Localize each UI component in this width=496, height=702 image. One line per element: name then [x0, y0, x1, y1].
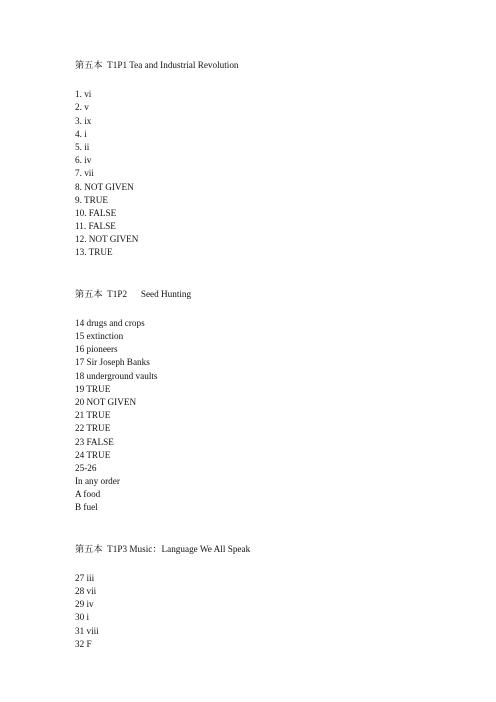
section-title: 第五本 T1P3 Music：Language We All Speak [75, 543, 251, 554]
answer-line: 17 Sir Joseph Banks [75, 357, 150, 368]
answer-line: 22 TRUE [75, 423, 111, 434]
answer-line: 4. i [75, 128, 87, 139]
answer-line: 15 extinction [75, 331, 124, 342]
answer-line: 21 TRUE [75, 410, 111, 421]
answer-line: 30 i [75, 612, 90, 623]
answer-list [75, 88, 475, 259]
answer-line: 23 FALSE [75, 436, 114, 447]
answer-line: 32 F [75, 638, 92, 649]
answer-line: 2. v [75, 102, 89, 113]
answer-line: 16 pioneers [75, 344, 118, 355]
answer-key-document [75, 59, 475, 679]
section-title: 第五本 T1P2 Seed Hunting [75, 288, 192, 299]
section-t1p1 [75, 59, 475, 260]
section-t1p2 [75, 288, 475, 515]
answer-line: 6. iv [75, 155, 92, 166]
section-t1p3 [75, 543, 475, 651]
answer-line: 11. FALSE [75, 221, 116, 232]
answer-line: 13. TRUE [75, 247, 113, 258]
answer-line: 1. vi [75, 89, 92, 100]
answer-line: 24 TRUE [75, 449, 111, 460]
answer-line: A food [75, 489, 101, 500]
answer-line: 5. ii [75, 141, 90, 152]
answer-line: 14 drugs and crops [75, 317, 145, 328]
answer-line: 19 TRUE [75, 383, 111, 394]
answer-line: In any order [75, 476, 120, 487]
answer-list [75, 572, 475, 651]
answer-line: 9. TRUE [75, 194, 109, 205]
answer-line: 28 vii [75, 586, 97, 597]
answer-line: 25-26 [75, 462, 97, 473]
answer-line: 31 viii [75, 625, 99, 636]
answer-line: 27 iii [75, 572, 95, 583]
section-title: 第五本 T1P1 Tea and Industrial Revolution [75, 60, 239, 70]
answer-line: 8. NOT GIVEN [75, 181, 134, 192]
answer-line: 20 NOT GIVEN [75, 396, 137, 407]
answer-line: 18 underground vaults [75, 370, 158, 381]
answer-line: 3. ix [75, 115, 92, 126]
answer-line: B fuel [75, 502, 98, 513]
answer-line: 10. FALSE [75, 207, 117, 218]
answer-line: 12. NOT GIVEN [75, 234, 139, 245]
answer-list [75, 317, 475, 515]
answer-line: 29 iv [75, 599, 94, 610]
answer-line: 7. vii [75, 168, 94, 179]
